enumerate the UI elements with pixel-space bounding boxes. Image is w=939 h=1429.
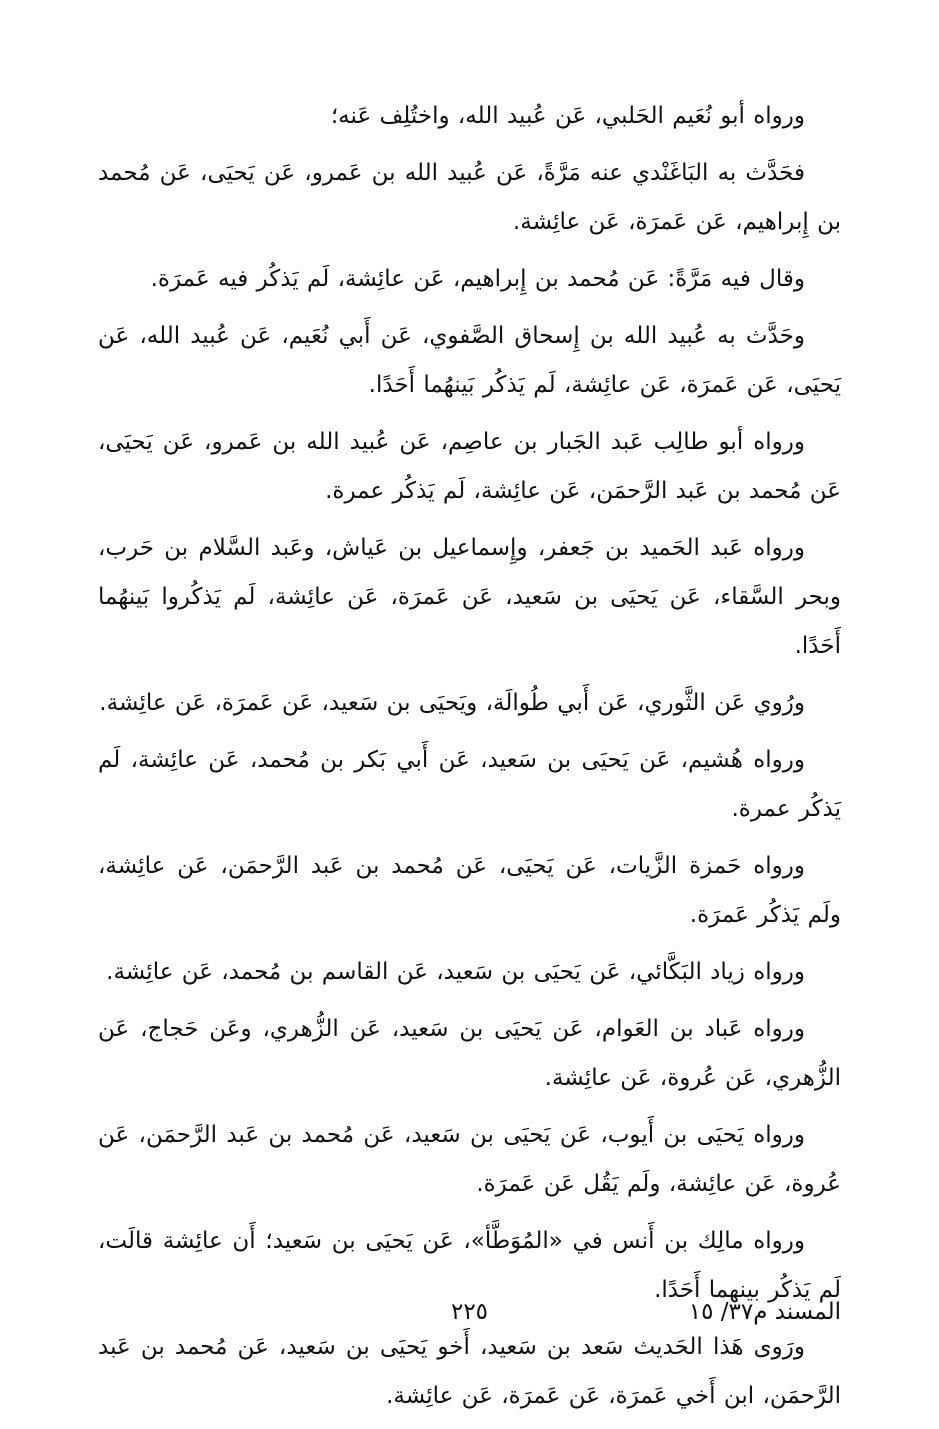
- paragraph: ورواه أبو نُعَيم الحَلبي، عَن عُبيد الله، واختُلِف عَنه؛: [330, 103, 805, 129]
- page-number: ٢٢٥: [450, 1299, 489, 1325]
- paragraph: ورواه أبو طالِب عَبد الجَبار بن عاصِم، عَن عُبيد الله بن عَمرو، عَن يَحيَى، عَن مُحمد بن عَبد الرَّحمَن، عَن عائِشة، لَم يَذكُر عمرة.: [98, 429, 841, 504]
- paragraph: ورواه عَباد بن العَوام، عَن يَحيَى بن سَعيد، عَن الزُّهري، وعَن حَجاج، عَن الزُّهري، عَن عُروة، عَن عائِشة.: [98, 1016, 841, 1091]
- paragraph: وحَدَّث به عُبيد الله بن إِسحاق الصَّفوي، عَن أَبي نُعَيم، عَن عُبيد الله، عَن يَحيَى، عَن عَمرَة، عَن عائِشة، لَم يَذكُر بَينهُما أَحَدًا.: [98, 323, 841, 398]
- paragraph: ورواه حَمزة الزَّيات، عَن يَحيَى، عَن مُحمد بن عَبد الرَّحمَن، عَن عائِشة، ولَم يَذكُر عَمرَة.: [98, 853, 841, 928]
- paragraph: ورَوى هَذا الحَديث سَعد بن سَعيد، أَخو يَحيَى بن سَعيد، عَن مُحمد بن عَبد الرَّحمَن، ابن أَخي عَمرَة، عَن عَمرَة، عَن عائِشة.: [98, 1334, 841, 1409]
- paragraph: ورواه هُشيم، عَن يَحيَى بن سَعيد، عَن أَبي بَكر بن مُحمد، عَن عائِشة، لَم يَذكُر عمرة.: [98, 747, 841, 822]
- paragraph: فحَدَّث به البَاغَنْدي عنه مَرَّةً، عَن عُبيد الله بن عَمرو، عَن يَحيَى، عَن مُحمد بن إِبراهيم، عَن عَمرَة، عَن عائِشة.: [98, 160, 841, 235]
- paragraph: ورواه مالِك بن أَنس في «المُوَطَّأ»، عَن يَحيَى بن سَعيد؛ أَن عائِشة قالَت، لَم يَذكُر بينهما أَحَدًا.: [98, 1228, 841, 1303]
- paragraph: ورواه عَبد الحَميد بن جَعفر، وإِسماعيل بن عَياش، وعَبد السَّلام بن حَرب، وبحر السَّقاء، عَن يَحيَى بن سَعيد، عَن عَمرَة، عَن عائِشة، لَم يَذكُروا بَينهُما أَحَدًا.: [98, 535, 841, 659]
- page-footer: [98, 1292, 841, 1332]
- paragraph: ورواه زياد البَكَّائي، عَن يَحيَى بن سَعيد، عَن القاسم بن مُحمد، عَن عائِشة.: [106, 959, 805, 985]
- paragraph: وقال فيه مَرَّةً: عَن مُحمد بن إِبراهيم، عَن عائِشة، لَم يَذكُر فيه عَمرَة.: [150, 266, 805, 292]
- paragraph: ورواه يَحيَى بن أَيوب، عَن يَحيَى بن سَعيد، عَن مُحمد بن عَبد الرَّحمَن، عَن عُروة، عَن عائِشة، ولَم يَقُل عَن عَمرَة.: [98, 1122, 841, 1197]
- printer-signature: المسند م٣٧/ ١٥: [688, 1299, 841, 1325]
- body-text: [98, 92, 841, 1429]
- paragraph: ورُوي عَن الثَّوري، عَن أَبي طُوالَة، ويَحيَى بن سَعيد، عَن عَمرَة، عَن عائِشة.: [99, 690, 805, 716]
